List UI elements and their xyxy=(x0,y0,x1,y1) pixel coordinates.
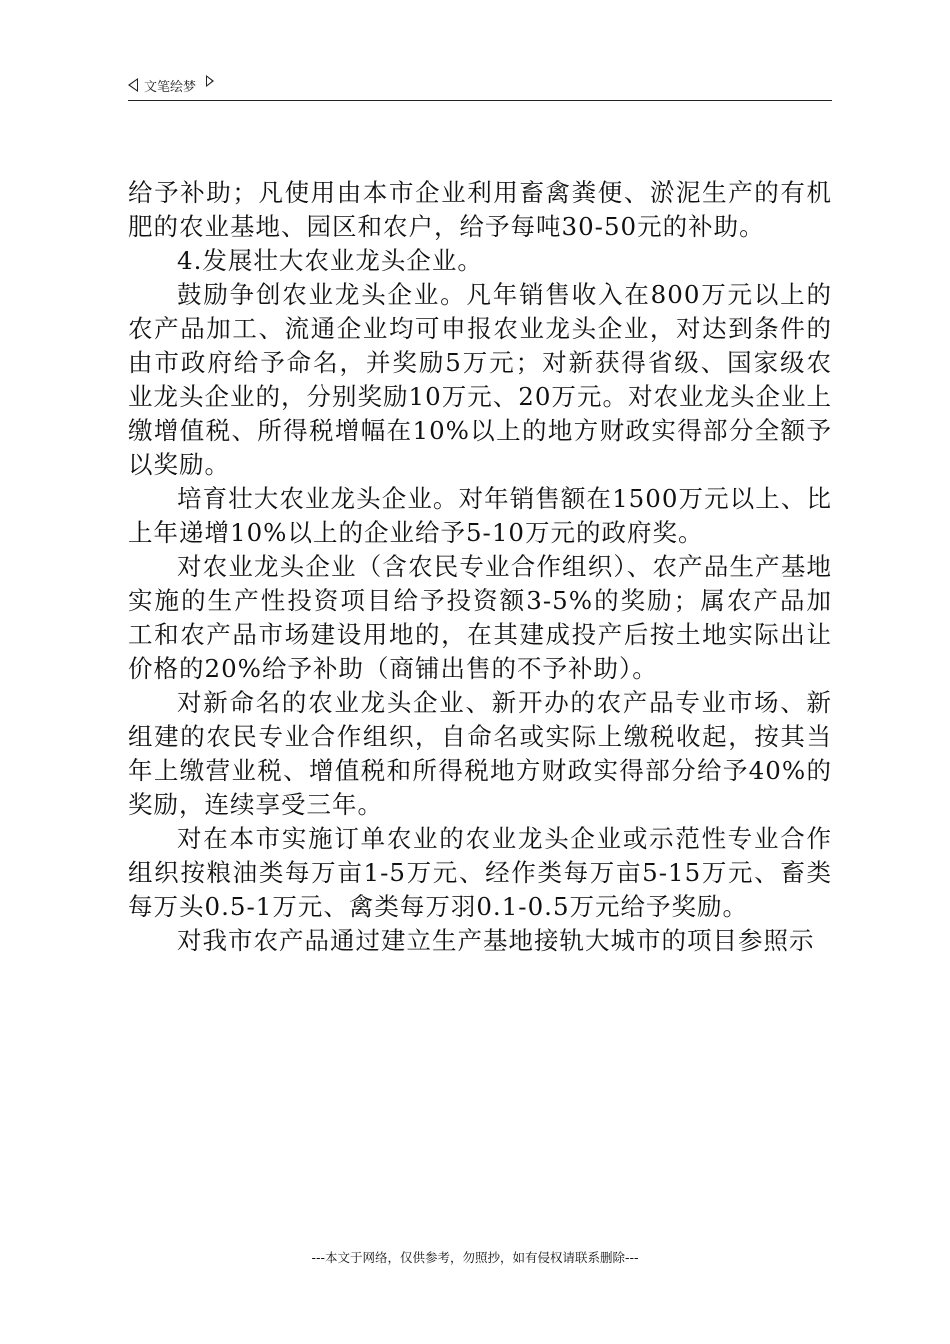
header-title-group xyxy=(128,74,214,96)
document-body xyxy=(128,176,832,958)
triangle-left-icon xyxy=(128,78,138,92)
paragraph: 对我市农产品通过建立生产基地接轨大城市的项目参照示 xyxy=(177,926,815,955)
paragraph: 对在本市实施订单农业的农业龙头企业或示范性专业合作组织按粮油类每万亩1-5万元、经作类每万亩5-15万元、畜类每万头0.5-1万元、禽类每万羽0.1-0.5万元给予奖励。 xyxy=(128,824,832,921)
paragraph: 对新命名的农业龙头企业、新开办的农产品专业市场、新组建的农民专业合作组织，自命名或实际上缴税收起，按其当年上缴营业税、增值税和所得税地方财政实得部分给予40%的奖励，连续享受三年。 xyxy=(128,688,832,819)
header-title: 文笔绘梦 xyxy=(144,79,197,95)
triangle-right-icon xyxy=(206,75,214,87)
page-footer: ---本文于网络，仅供参考，勿照抄，如有侵权请联系删除--- xyxy=(311,1250,639,1265)
section-heading: 4.发展壮大农业龙头企业。 xyxy=(177,246,483,275)
paragraph: 培育壮大农业龙头企业。对年销售额在1500万元以上、比上年递增10%以上的企业给予5-10万元的政府奖。 xyxy=(128,484,832,547)
paragraph: 对农业龙头企业（含农民专业合作组织）、农产品生产基地实施的生产性投资项目给予投资额3-5%的奖励；属农产品加工和农产品市场建设用地的，在其建成投产后按土地实际出让价格的20%给予补助（商铺出售的不予补助）。 xyxy=(128,552,832,683)
paragraph-continuation: 给予补助；凡使用由本市企业利用畜禽粪便、淤泥生产的有机肥的农业基地、园区和农户，给予每吨30-50元的补助。 xyxy=(128,178,832,241)
page-header xyxy=(128,74,832,101)
paragraph: 鼓励争创农业龙头企业。凡年销售收入在800万元以上的农产品加工、流通企业均可申报农业龙头企业，对达到条件的由市政府给予命名，并奖励5万元；对新获得省级、国家级农业龙头企业的，分别奖励10万元、20万元。对农业龙头企业上缴增值税、所得税增幅在10%以上的地方财政实得部分全额予以奖励。 xyxy=(128,280,832,479)
